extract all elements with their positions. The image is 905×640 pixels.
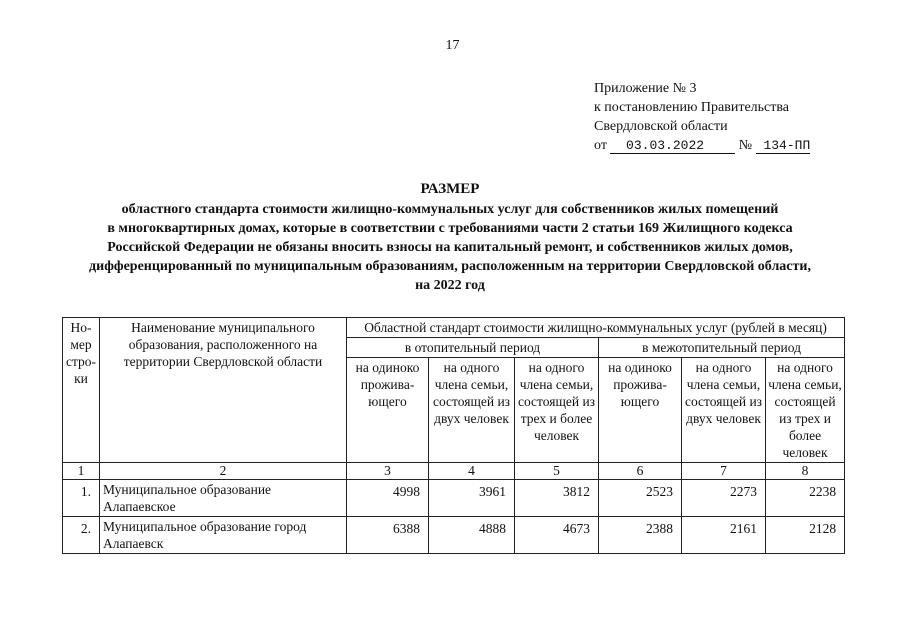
header-sub: на одного члена семьи, состоящей из двух человек (682, 358, 766, 463)
column-index: 5 (515, 463, 599, 480)
column-index: 1 (63, 463, 100, 480)
value-cell: 2273 (682, 480, 766, 517)
row-number: 2. (63, 517, 100, 554)
value-cell: 2128 (766, 517, 845, 554)
value-cell: 4998 (347, 480, 429, 517)
column-index: 4 (429, 463, 515, 480)
column-index: 6 (599, 463, 682, 480)
appendix-line: Свердловской области (594, 119, 728, 134)
decree-date: 03.03.2022 (610, 138, 735, 154)
title-line: областного стандарта стоимости жилищно-коммунальных услуг для собственников жилых помещений (121, 202, 779, 217)
number-prefix: № (738, 138, 753, 153)
header-row-number: Но-мер стро-ки (63, 318, 100, 463)
column-index: 7 (682, 463, 766, 480)
page-number: 17 (445, 38, 460, 53)
document-title (40, 180, 860, 295)
column-index: 8 (766, 463, 845, 480)
header-sub: на одного члена семьи, состоящей из трех и более человек (766, 358, 845, 463)
municipality-name: Муниципальное образование город Алапаевск (100, 517, 347, 554)
standard-cost-table (62, 317, 845, 554)
title-line: на 2022 год (415, 278, 485, 293)
appendix-block (594, 79, 810, 155)
appendix-line: к постановлению Правительства (594, 100, 790, 115)
appendix-date-line (594, 136, 810, 155)
appendix-line: Приложение № 3 (594, 81, 697, 96)
table-row (63, 480, 845, 517)
row-number: 1. (63, 480, 100, 517)
header-sub: на одного члена семьи, состоящей из двух человек (429, 358, 515, 463)
title-line: Российской Федерации не обязаны вносить взносы на капитальный ремонт, и собственников жилых домов, (107, 240, 793, 255)
table-row (63, 517, 845, 554)
value-cell: 3812 (515, 480, 599, 517)
value-cell: 2161 (682, 517, 766, 554)
title-line: дифференцированный по муниципальным образованиям, расположенным на территории Свердловской области, (89, 259, 811, 274)
value-cell: 2388 (599, 517, 682, 554)
title-line: в многоквартирных домах, которые в соответствии с требованиями части 2 статьи 169 Жилищного кодекса (107, 221, 793, 236)
header-municipality-name: Наименование муниципального образования, расположенного на территории Свердловской области (100, 318, 347, 463)
header-sub: на одного члена семьи, состоящей из трех и более человек (515, 358, 599, 463)
header-non-heating-period: в межотопительный период (599, 338, 845, 358)
decree-number: 134-ПП (756, 138, 811, 154)
column-index-row (63, 463, 845, 480)
header-sub: на одиноко прожива-ющего (347, 358, 429, 463)
value-cell: 2238 (766, 480, 845, 517)
value-cell: 4888 (429, 517, 515, 554)
value-cell: 6388 (347, 517, 429, 554)
header-standard: Областной стандарт стоимости жилищно-коммунальных услуг (рублей в месяц) (347, 318, 845, 338)
value-cell: 4673 (515, 517, 599, 554)
value-cell: 2523 (599, 480, 682, 517)
value-cell: 3961 (429, 480, 515, 517)
date-prefix: от (594, 138, 607, 153)
header-sub: на одиноко прожива-ющего (599, 358, 682, 463)
column-index: 3 (347, 463, 429, 480)
title-main: РАЗМЕР (420, 181, 480, 197)
column-index: 2 (100, 463, 347, 480)
header-heating-period: в отопительный период (347, 338, 599, 358)
municipality-name: Муниципальное образование Алапаевское (100, 480, 347, 517)
